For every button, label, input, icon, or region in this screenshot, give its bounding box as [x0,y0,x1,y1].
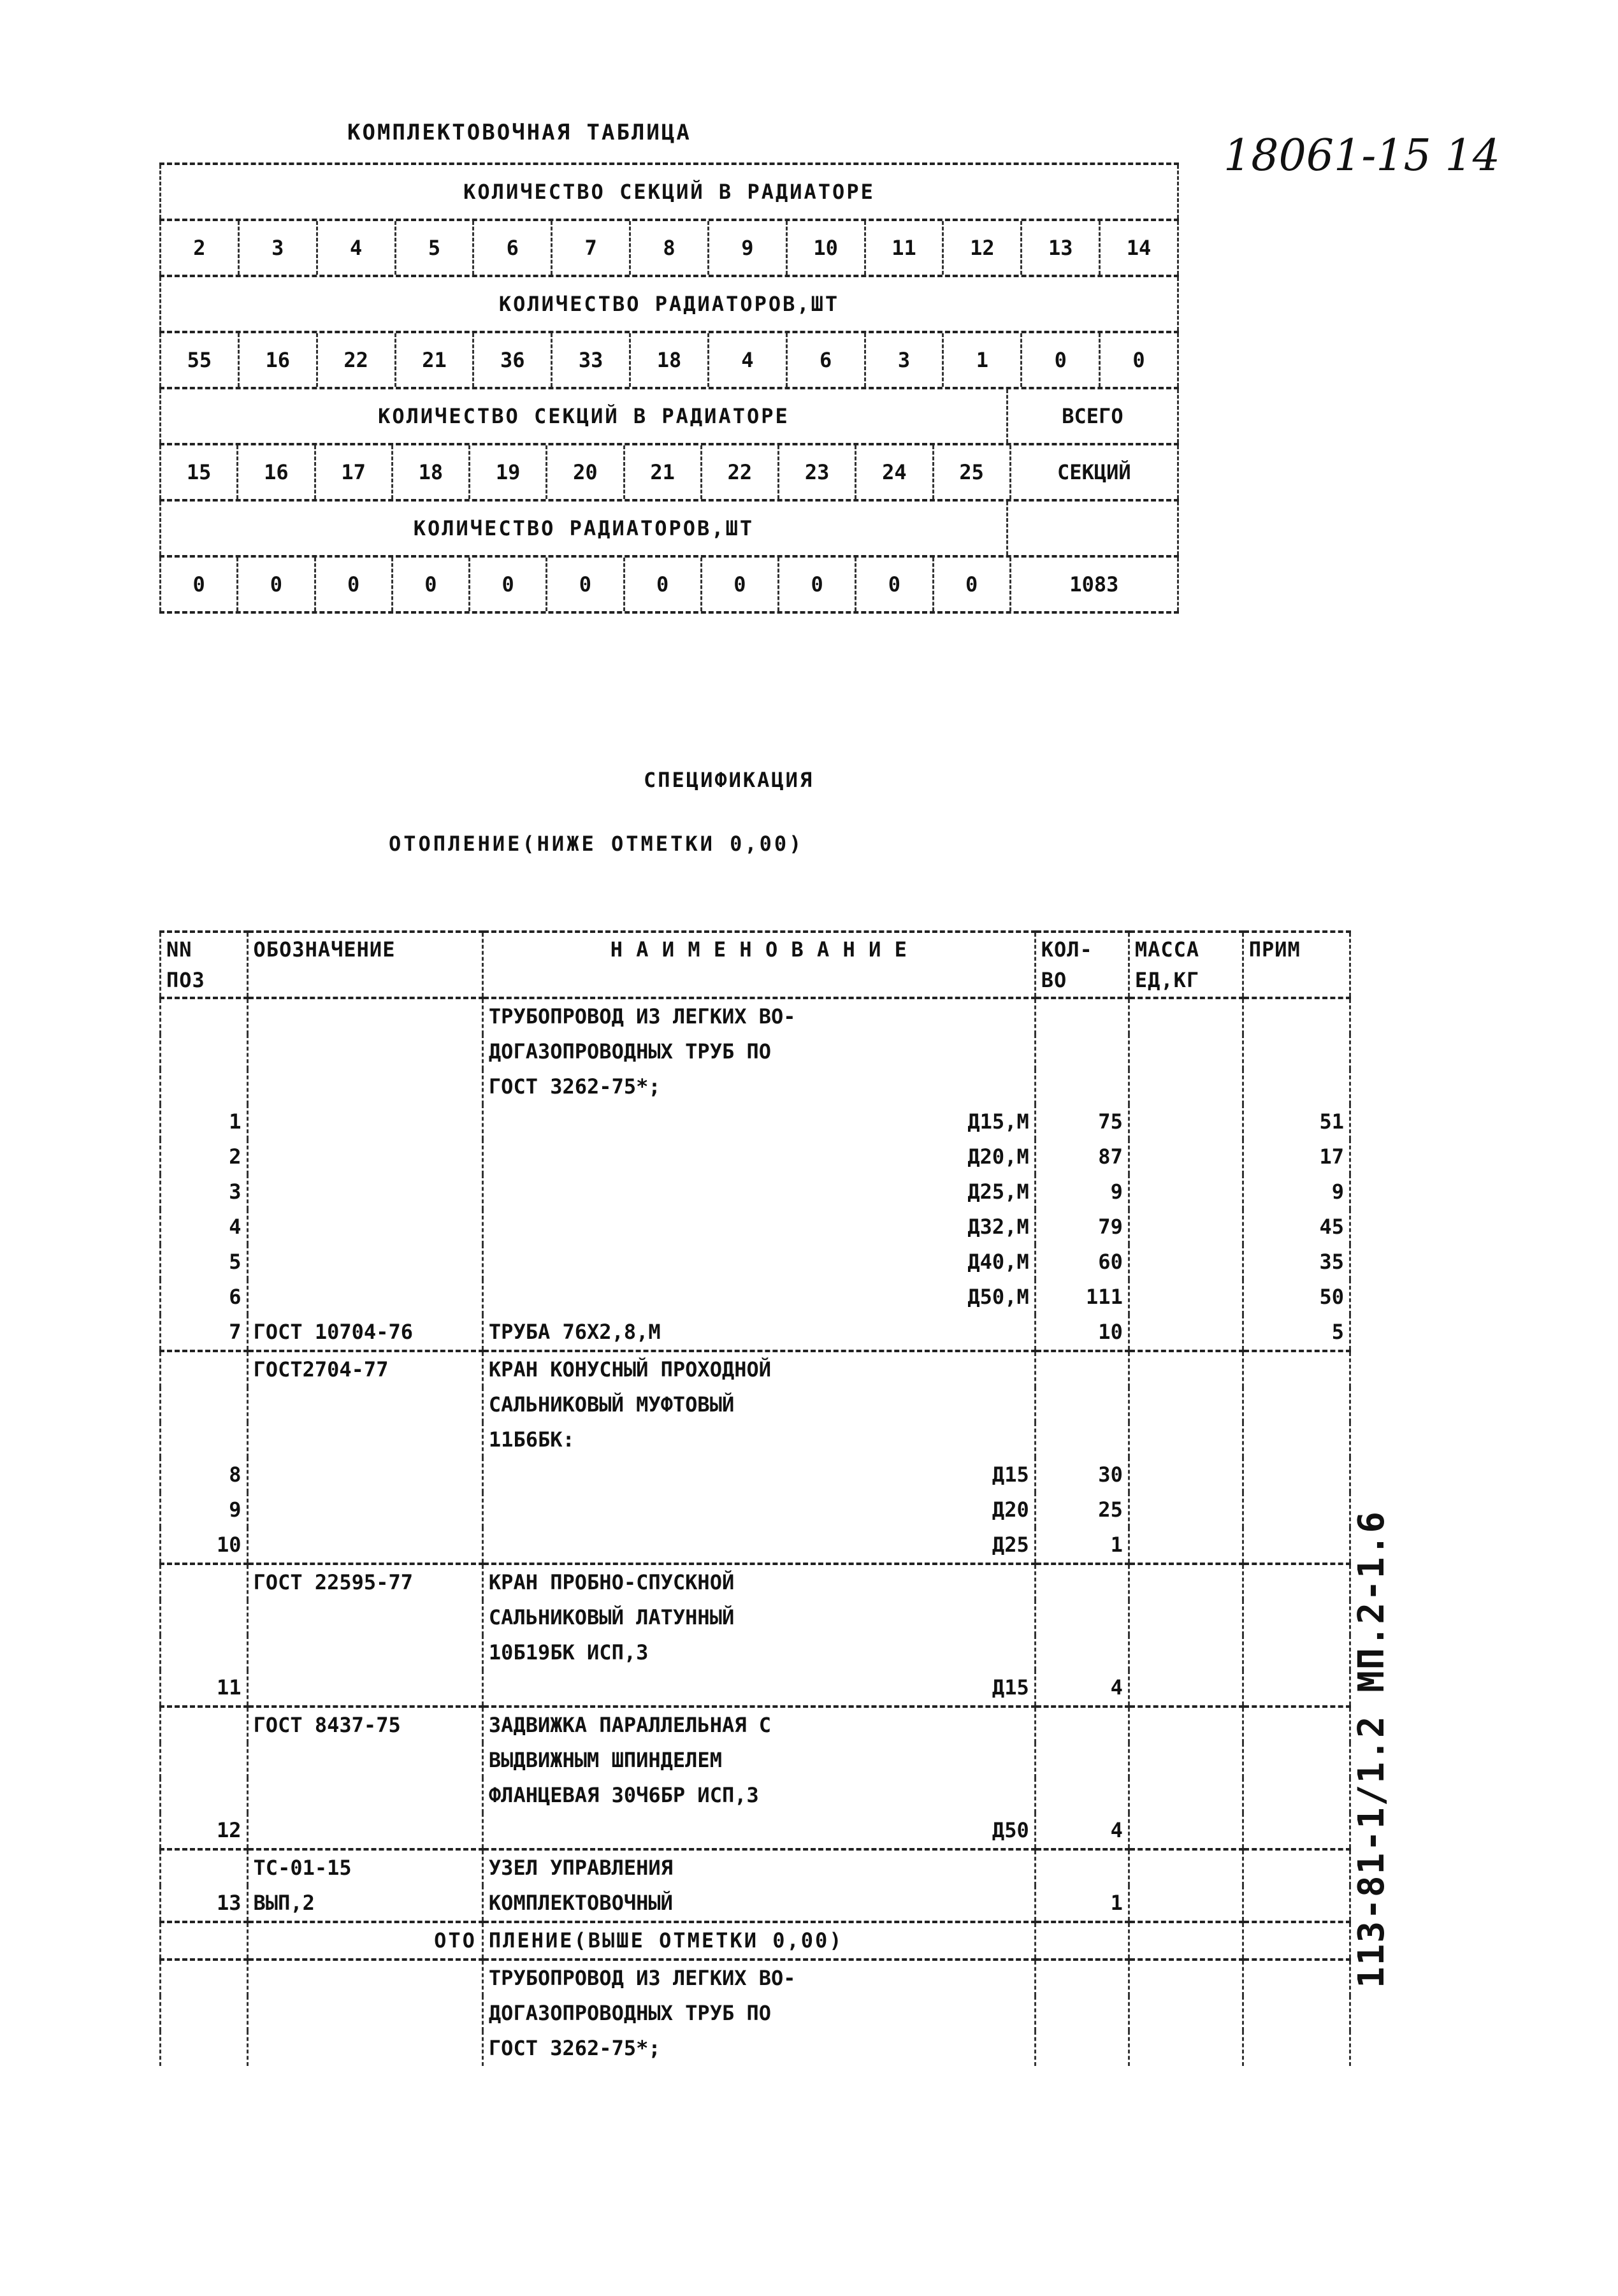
kompl-header-sections-2: КОЛИЧЕСТВО СЕКЦИЙ В РАДИАТОРЕ [159,389,1008,443]
spec-group [161,998,1350,1351]
cell-qty [1035,1387,1129,1422]
table-row [161,1069,1350,1104]
cell-name: ГОСТ 3262-75*; [482,2031,1035,2066]
cell-qty [1035,1849,1129,1886]
cell-note [1243,1960,1350,1996]
table-row [161,1670,1350,1707]
kompl-header-sections: КОЛИЧЕСТВО СЕКЦИЙ В РАДИАТОРЕ [159,165,1179,219]
cell-mass [1129,1813,1243,1849]
cell-designation [247,1245,482,1280]
cell-designation [247,1600,482,1635]
cell-pos [161,1849,248,1886]
cell-designation [247,1778,482,1813]
cell-mass [1129,1387,1243,1422]
cell-pos [161,1387,248,1422]
cell-note [1243,1707,1350,1743]
cell-qty: 9 [1035,1174,1129,1209]
cell-designation [247,1387,482,1422]
cell-name: ВЫДВИЖНЫМ ШПИНДЕЛЕМ [482,1743,1035,1778]
cell-qty [1035,1707,1129,1743]
table-row [161,1280,1350,1315]
cell-note: 9 [1243,1174,1350,1209]
kompl-count-cell: 0 [702,558,779,611]
kompl-counts-row [159,333,1179,389]
cell-qty [1035,1960,1129,1996]
spec-title: СПЕЦИФИКАЦИЯ [644,768,814,792]
kompl-header-radiators-2: КОЛИЧЕСТВО РАДИАТОРОВ,ШТ [159,502,1008,555]
cell-pos [161,1564,248,1600]
table-row [161,1960,1350,1996]
kompl-count-cell: 0 [238,558,315,611]
kompl-count-cell: 18 [631,333,709,387]
cell-note [1243,1922,1350,1960]
kompl-section-cell: 7 [553,221,631,275]
kompl-total-label: ВСЕГО [1008,389,1179,443]
cell-designation [247,1422,482,1457]
cell-note [1243,1034,1350,1069]
kompl-sections-row-2 [159,445,1179,502]
kompl-count-cell: 0 [393,558,470,611]
col-pos-line2: ПОЗ [166,968,205,992]
cell-note [1243,1564,1350,1600]
cell-note [1243,1600,1350,1635]
kompl-section-cell: 21 [625,445,702,499]
cell-mass [1129,1174,1243,1209]
kompl-count-cell: 0 [1022,333,1101,387]
spec-group [161,1351,1350,1564]
cell-pos: 2 [161,1139,248,1174]
cell-mass [1129,1351,1243,1387]
cell-mass [1129,1422,1243,1457]
cell-note [1243,1351,1350,1387]
cell-name: ДОГАЗОПРОВОДНЫХ ТРУБ ПО [482,1996,1035,2031]
cell-name: Д50 [482,1813,1035,1849]
table-row [161,1315,1350,1351]
cell-pos: 9 [161,1492,248,1527]
cell-pos [161,1960,248,1996]
cell-name: Д32,М [482,1209,1035,1245]
cell-qty: 30 [1035,1457,1129,1492]
cell-qty [1035,1600,1129,1635]
cell-pos: 6 [161,1280,248,1315]
cell-designation [247,1209,482,1245]
cell-qty [1035,1996,1129,2031]
cell-designation [247,2031,482,2066]
table-row [161,1813,1350,1849]
table-row [161,1174,1350,1209]
kompl-section-cell: 18 [393,445,470,499]
cell-pos [161,1422,248,1457]
cell-mass [1129,1635,1243,1670]
cell-mass [1129,1670,1243,1707]
cell-name: ТРУБОПРОВОД ИЗ ЛЕГКИХ ВО- [482,1960,1035,1996]
cell-qty: 87 [1035,1139,1129,1174]
cell-mass [1129,1849,1243,1886]
kompl-section-cell: 5 [396,221,475,275]
cell-mass [1129,1707,1243,1743]
kompl-section-cell: 10 [788,221,866,275]
kompl-count-cell: 22 [318,333,396,387]
cell-designation [247,1960,482,1996]
col-mass-line1: МАССА [1134,937,1200,962]
cell-mass [1129,1069,1243,1104]
cell-qty [1035,1922,1129,1960]
kompl-count-cell: 36 [474,333,553,387]
table-row [161,1351,1350,1387]
kompl-count-cell: 0 [470,558,547,611]
table-row [161,1527,1350,1564]
table-row [161,1104,1350,1139]
cell-mass [1129,1315,1243,1351]
cell-designation [247,1104,482,1139]
table-row [161,1707,1350,1743]
cell-mass [1129,1564,1243,1600]
cell-pos [161,1996,248,2031]
col-name: Н А И М Е Н О В А Н И Е [482,932,1035,998]
cell-pos: 12 [161,1813,248,1849]
kompl-section-cell: 19 [470,445,547,499]
kompl-count-cell: 0 [159,558,238,611]
spec-subtitle: ОТОПЛЕНИЕ(НИЖЕ ОТМЕТКИ 0,00) [389,832,804,856]
cell-designation [247,1492,482,1527]
cell-name: Д25,М [482,1174,1035,1209]
cell-pos [161,2031,248,2066]
cell-name: Д40,М [482,1245,1035,1280]
table-row [161,1564,1350,1600]
cell-mass [1129,1527,1243,1564]
cell-designation [247,1635,482,1670]
cell-qty [1035,1743,1129,1778]
cell-pos [161,1351,248,1387]
cell-mass [1129,1886,1243,1922]
cell-qty [1035,998,1129,1034]
cell-note [1243,1492,1350,1527]
cell-name: ГОСТ 3262-75*; [482,1069,1035,1104]
kompl-count-cell: 6 [788,333,866,387]
cell-pos: 11 [161,1670,248,1707]
cell-qty: 75 [1035,1104,1129,1139]
cell-pos [161,1743,248,1778]
cell-name: 11Б6БК: [482,1422,1035,1457]
cell-designation [247,1670,482,1707]
cell-mass [1129,1492,1243,1527]
col-qty-line2: ВО [1041,968,1067,992]
kompl-count-cell: 0 [625,558,702,611]
cell-name: КОМПЛЕКТОВОЧНЫЙ [482,1886,1035,1922]
cell-note: 50 [1243,1280,1350,1315]
handwritten-stamp: 18061-15 14 [1224,131,1500,181]
cell-mass [1129,1209,1243,1245]
cell-designation: ГОСТ 10704-76 [247,1315,482,1351]
cell-note: 5 [1243,1315,1350,1351]
cell-designation [247,1743,482,1778]
cell-pos: 5 [161,1245,248,1280]
table-row [161,1457,1350,1492]
cell-mass [1129,1280,1243,1315]
cell-qty: 79 [1035,1209,1129,1245]
table-row [161,1778,1350,1813]
kompl-counts-row-2 [159,558,1179,614]
table-row [161,998,1350,1034]
cell-qty [1035,1034,1129,1069]
table-row [161,1245,1350,1280]
cell-mass [1129,1457,1243,1492]
cell-name: КРАН ПРОБНО-СПУСКНОЙ [482,1564,1035,1600]
cell-pos [161,1600,248,1635]
cell-note [1243,1813,1350,1849]
cell-qty [1035,1069,1129,1104]
kompl-section-cell: 13 [1022,221,1101,275]
spec-table [159,930,1351,2066]
cell-pos [161,1922,248,1960]
table-row [161,1139,1350,1174]
kompl-count-cell: 0 [856,558,934,611]
cell-pos: 3 [161,1174,248,1209]
cell-designation [247,1139,482,1174]
kompl-count-cell: 21 [396,333,475,387]
cell-mass [1129,998,1243,1034]
kompl-section-cell: 8 [631,221,709,275]
cell-name: Д50,М [482,1280,1035,1315]
kompl-section-cell-total: СЕКЦИЙ [1011,445,1179,499]
table-row [161,1422,1350,1457]
cell-name: САЛЬНИКОВЫЙ МУФТОВЫЙ [482,1387,1035,1422]
cell-mass [1129,1245,1243,1280]
cell-mass [1129,1778,1243,1813]
kompl-count-cell: 55 [159,333,240,387]
cell-qty [1035,1422,1129,1457]
kompl-section-cell: 3 [240,221,318,275]
cell-mass [1129,1960,1243,1996]
cell-name: САЛЬНИКОВЫЙ ЛАТУННЫЙ [482,1600,1035,1635]
cell-note: 51 [1243,1104,1350,1139]
cell-qty: 60 [1035,1245,1129,1280]
spec-group [161,1960,1350,2066]
col-qty-line1: КОЛ- [1041,937,1093,962]
kompl-section-cell: 15 [159,445,238,499]
cell-name: Д20,М [482,1139,1035,1174]
cell-qty: 1 [1035,1886,1129,1922]
kompl-section-cell: 6 [474,221,553,275]
cell-note [1243,1527,1350,1564]
table-row [161,1635,1350,1670]
col-pos-line1: NN [166,937,192,962]
cell-qty [1035,1778,1129,1813]
cell-designation [247,1527,482,1564]
cell-note [1243,1422,1350,1457]
cell-name: ПЛЕНИЕ(ВЫШЕ ОТМЕТКИ 0,00) [482,1922,1035,1960]
cell-designation [247,1813,482,1849]
cell-mass [1129,2031,1243,2066]
kompl-count-cell-total: 1083 [1011,558,1179,611]
cell-name: Д15,М [482,1104,1035,1139]
kompl-section-cell: 2 [159,221,240,275]
cell-note [1243,998,1350,1034]
kompl-section-cell: 20 [547,445,625,499]
table-row [161,1209,1350,1245]
cell-note [1243,1778,1350,1813]
cell-designation: ВЫП,2 [247,1886,482,1922]
cell-note [1243,1886,1350,1922]
cell-pos: 7 [161,1315,248,1351]
cell-name: Д15 [482,1670,1035,1707]
table-row [161,1849,1350,1886]
table-row [161,1492,1350,1527]
cell-qty: 25 [1035,1492,1129,1527]
cell-name: ТРУБА 76Х2,8,М [482,1315,1035,1351]
cell-pos: 10 [161,1527,248,1564]
cell-designation: ГОСТ2704-77 [247,1351,482,1387]
kompl-section-cell: 16 [238,445,315,499]
cell-mass [1129,1034,1243,1069]
cell-mass [1129,1743,1243,1778]
cell-pos [161,1034,248,1069]
cell-mass [1129,1104,1243,1139]
cell-name: КРАН КОНУСНЫЙ ПРОХОДНОЙ [482,1351,1035,1387]
cell-note [1243,1996,1350,2031]
cell-designation: ТС-01-15 [247,1849,482,1886]
cell-mass [1129,1922,1243,1960]
cell-qty: 4 [1035,1670,1129,1707]
kompl-section-cell: 17 [316,445,393,499]
kompl-count-cell: 16 [240,333,318,387]
cell-name: УЗЕЛ УПРАВЛЕНИЯ [482,1849,1035,1886]
cell-pos [161,998,248,1034]
cell-note: 45 [1243,1209,1350,1245]
cell-designation: ГОСТ 8437-75 [247,1707,482,1743]
table-row [161,1743,1350,1778]
cell-pos: 1 [161,1104,248,1139]
cell-qty [1035,1564,1129,1600]
cell-designation [247,1457,482,1492]
kompl-count-cell: 33 [553,333,631,387]
kompl-header-radiators: КОЛИЧЕСТВО РАДИАТОРОВ,ШТ [159,277,1179,331]
col-designation: ОБОЗНАЧЕНИЕ [247,932,482,998]
cell-note [1243,1457,1350,1492]
kompl-section-cell: 11 [866,221,944,275]
cell-name: ТРУБОПРОВОД ИЗ ЛЕГКИХ ВО- [482,998,1035,1034]
cell-designation: ГОСТ 22595-77 [247,1564,482,1600]
cell-note: 17 [1243,1139,1350,1174]
cell-note [1243,1670,1350,1707]
cell-name: ЗАДВИЖКА ПАРАЛЛЕЛЬНАЯ С [482,1707,1035,1743]
cell-designation [247,1996,482,2031]
kompl-section-cell: 23 [779,445,856,499]
spec-section-heading [161,1922,1350,1960]
cell-name: 10Б19БК ИСП,3 [482,1635,1035,1670]
kompl-section-cell: 22 [702,445,779,499]
table-row [161,1886,1350,1922]
spec-group [161,1707,1350,1849]
cell-pos: 13 [161,1886,248,1922]
cell-qty: 4 [1035,1813,1129,1849]
col-note: ПРИМ [1243,932,1350,998]
kompl-count-cell: 0 [316,558,393,611]
kompl-section-cell: 12 [944,221,1022,275]
col-mass-line2: ЕД,КГ [1134,968,1200,992]
cell-pos [161,1635,248,1670]
cell-note [1243,1069,1350,1104]
kompl-count-cell: 1 [944,333,1022,387]
kompl-section-cell: 4 [318,221,396,275]
cell-designation [247,1069,482,1104]
cell-designation [247,998,482,1034]
cell-note: 35 [1243,1245,1350,1280]
spec-group [161,1564,1350,1707]
kompl-count-cell: 0 [934,558,1011,611]
kompl-table [159,162,1179,614]
spec-group [161,1849,1350,1922]
cell-designation [247,1034,482,1069]
kompl-count-cell: 3 [866,333,944,387]
cell-designation [247,1280,482,1315]
cell-pos [161,1069,248,1104]
kompl-section-cell: 14 [1101,221,1179,275]
cell-mass [1129,1600,1243,1635]
cell-mass [1129,1139,1243,1174]
cell-name: ФЛАНЦЕВАЯ 30Ч6БР ИСП,3 [482,1778,1035,1813]
kompl-section-cell: 9 [709,221,788,275]
cell-qty [1035,1635,1129,1670]
cell-name: ДОГАЗОПРОВОДНЫХ ТРУБ ПО [482,1034,1035,1069]
kompl-count-cell: 0 [1101,333,1179,387]
cell-name: Д20 [482,1492,1035,1527]
cell-pos: 4 [161,1209,248,1245]
table-row [161,1922,1350,1960]
kompl-count-cell: 0 [547,558,625,611]
kompl-total-empty [1008,502,1179,555]
cell-designation: ОТО [247,1922,482,1960]
table-row [161,1600,1350,1635]
cell-note [1243,1849,1350,1886]
side-code: 113-81-1/1.2 МП.2-1.6 [1351,1510,1392,1988]
cell-name: Д15 [482,1457,1035,1492]
cell-qty: 10 [1035,1315,1129,1351]
kompl-count-cell: 4 [709,333,788,387]
cell-qty: 1 [1035,1527,1129,1564]
cell-note [1243,2031,1350,2066]
kompl-section-cell: 25 [934,445,1011,499]
cell-pos [161,1778,248,1813]
kompl-title: КОМПЛЕКТОВОЧНАЯ ТАБЛИЦА [347,120,691,145]
cell-note [1243,1387,1350,1422]
cell-note [1243,1635,1350,1670]
cell-qty [1035,2031,1129,2066]
cell-pos [161,1707,248,1743]
table-row [161,1996,1350,2031]
cell-qty [1035,1351,1129,1387]
table-row [161,1034,1350,1069]
table-row [161,2031,1350,2066]
kompl-section-cell: 24 [856,445,934,499]
cell-designation [247,1174,482,1209]
table-row [161,1387,1350,1422]
kompl-sections-row [159,221,1179,277]
kompl-count-cell: 0 [779,558,856,611]
cell-mass [1129,1996,1243,2031]
cell-qty: 111 [1035,1280,1129,1315]
cell-pos: 8 [161,1457,248,1492]
cell-name: Д25 [482,1527,1035,1564]
cell-note [1243,1743,1350,1778]
